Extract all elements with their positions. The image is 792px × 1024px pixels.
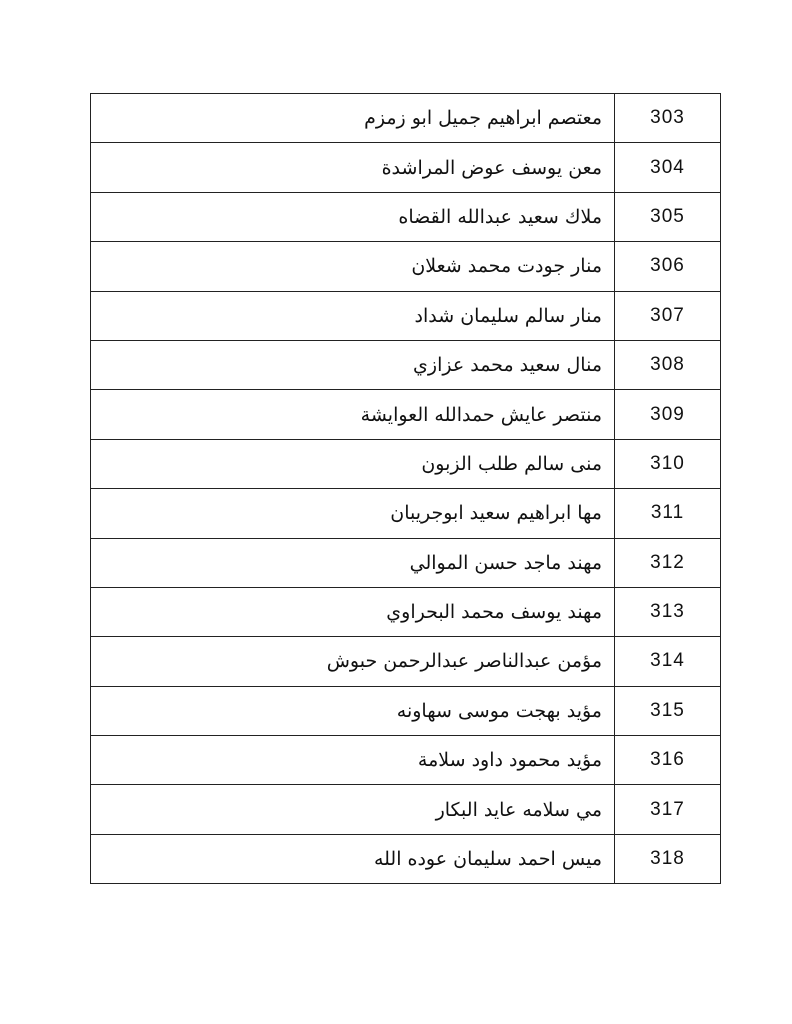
names-table-body — [91, 94, 721, 884]
row-name: معتصم ابراهيم جميل ابو زمزم — [91, 94, 615, 143]
row-number: 308 — [615, 340, 721, 389]
row-name: ملاك سعيد عبدالله القضاه — [91, 192, 615, 241]
row-name: مؤيد بهجت موسى سهاونه — [91, 686, 615, 735]
table-row — [91, 439, 721, 488]
row-name: مها ابراهيم سعيد ابوجريبان — [91, 489, 615, 538]
row-number: 305 — [615, 192, 721, 241]
names-table — [90, 93, 721, 884]
row-name: منى سالم طلب الزبون — [91, 439, 615, 488]
row-number: 314 — [615, 637, 721, 686]
table-row — [91, 242, 721, 291]
table-row — [91, 192, 721, 241]
table-row — [91, 94, 721, 143]
row-number: 309 — [615, 390, 721, 439]
table-row — [91, 489, 721, 538]
row-name: منال سعيد محمد عزازي — [91, 340, 615, 389]
row-number: 317 — [615, 785, 721, 834]
row-number: 311 — [615, 489, 721, 538]
row-number: 318 — [615, 834, 721, 883]
row-number: 313 — [615, 587, 721, 636]
table-row — [91, 736, 721, 785]
row-name: منتصر عايش حمدالله العوايشة — [91, 390, 615, 439]
row-number: 312 — [615, 538, 721, 587]
row-number: 307 — [615, 291, 721, 340]
row-name: مؤمن عبدالناصر عبدالرحمن حبوش — [91, 637, 615, 686]
row-number: 304 — [615, 143, 721, 192]
row-number: 316 — [615, 736, 721, 785]
table-row — [91, 637, 721, 686]
row-name: مي سلامه عايد البكار — [91, 785, 615, 834]
row-number: 310 — [615, 439, 721, 488]
table-row — [91, 291, 721, 340]
row-name: منار سالم سليمان شداد — [91, 291, 615, 340]
table-row — [91, 340, 721, 389]
row-number: 303 — [615, 94, 721, 143]
table-row — [91, 143, 721, 192]
row-name: مهند ماجد حسن الموالي — [91, 538, 615, 587]
table-row — [91, 538, 721, 587]
row-name: مؤيد محمود داود سلامة — [91, 736, 615, 785]
row-name: ميس احمد سليمان عوده الله — [91, 834, 615, 883]
table-row — [91, 785, 721, 834]
row-name: معن يوسف عوض المراشدة — [91, 143, 615, 192]
table-row — [91, 390, 721, 439]
table-row — [91, 834, 721, 883]
row-name: منار جودت محمد شعلان — [91, 242, 615, 291]
row-number: 306 — [615, 242, 721, 291]
table-row — [91, 587, 721, 636]
row-number: 315 — [615, 686, 721, 735]
row-name: مهند يوسف محمد البحراوي — [91, 587, 615, 636]
table-row — [91, 686, 721, 735]
